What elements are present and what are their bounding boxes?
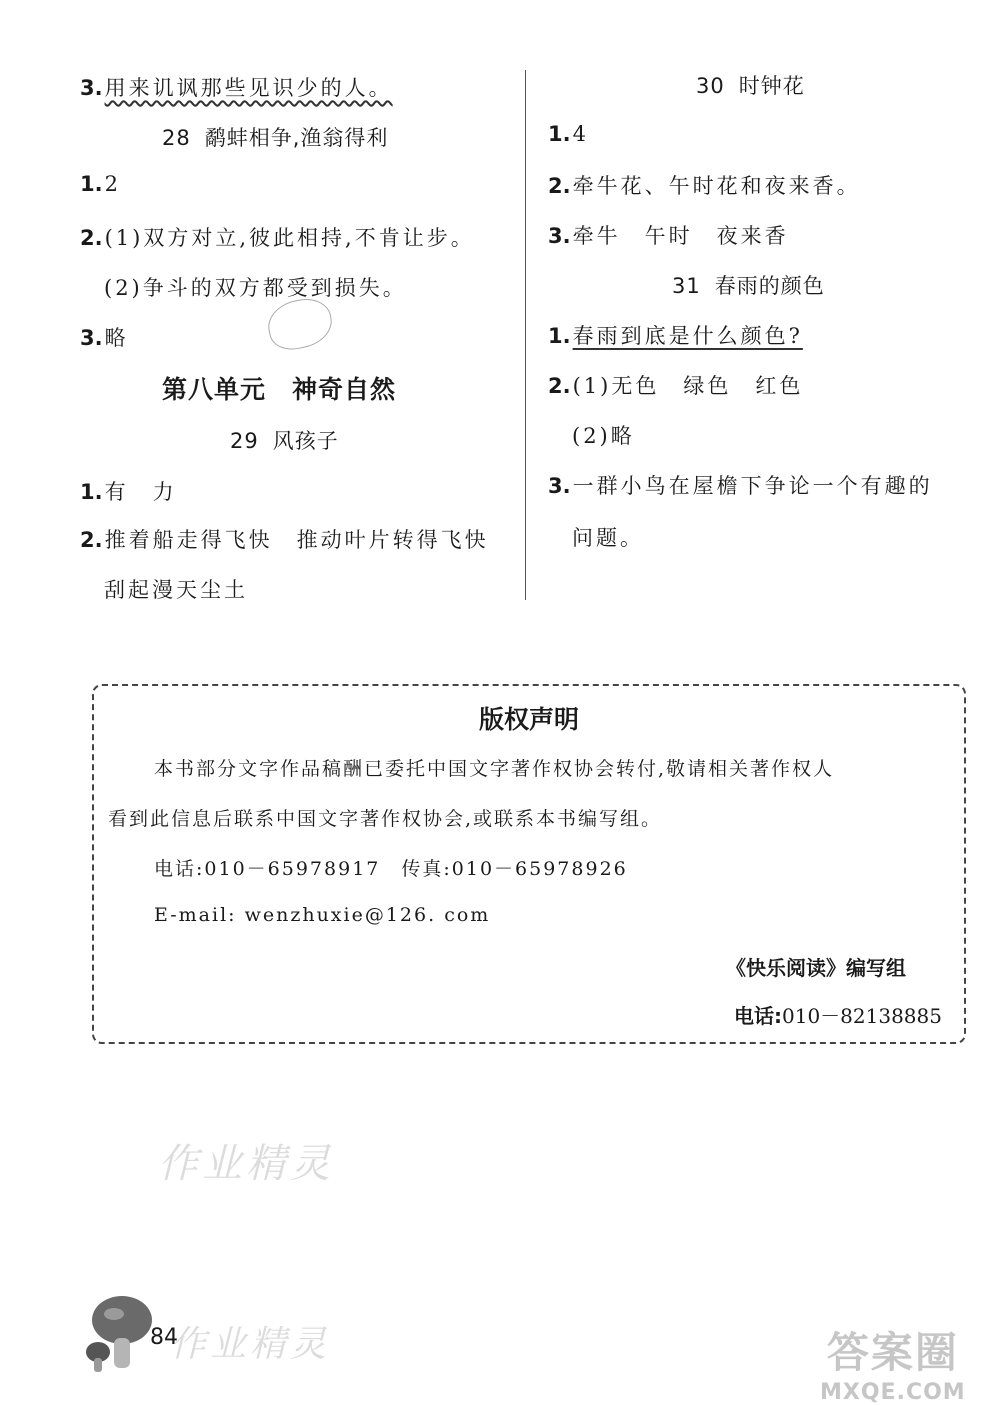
contact-email: E-mail: wenzhuxie@126. com xyxy=(154,904,491,926)
watermark-text: 作业精灵 xyxy=(170,1324,331,1365)
unit-title: 第八单元 神奇自然 xyxy=(162,375,397,404)
answer-line: 3.略 xyxy=(80,326,129,350)
section-title-29: 29 风孩子 xyxy=(230,429,339,453)
column-divider xyxy=(525,70,526,600)
answer-line: (2)略 xyxy=(572,424,635,448)
answer-line: 问题。 xyxy=(572,526,644,550)
answer-line: 3.一群小鸟在屋檐下争论一个有趣的 xyxy=(548,474,933,498)
copyright-paragraph: 看到此信息后联系中国文字著作权协会,或联系本书编写组。 xyxy=(108,808,663,830)
answer-line: 1.有 力 xyxy=(80,480,177,504)
stamp-mark xyxy=(264,294,337,354)
answer-text: 用来讥讽那些见识少的人。 xyxy=(104,76,393,100)
copyright-paragraph: 本书部分文字作品稿酬已委托中国文字著作权协会转付,敬请相关著作权人 xyxy=(154,758,835,780)
watermark-text: 作业精灵 xyxy=(158,1141,334,1187)
answer-line: 刮起漫天尘土 xyxy=(104,578,248,602)
page-number: 84 xyxy=(150,1325,178,1350)
answer-line: 2.推着船走得飞快 推动叶片转得飞快 xyxy=(80,528,489,552)
copyright-heading: 版权声明 xyxy=(478,705,579,734)
answer-line: 1.2 xyxy=(80,172,121,196)
answer-line: 2.(1)无色 绿色 红色 xyxy=(548,374,804,398)
copyright-box xyxy=(92,684,966,1044)
answer-line: (2)争斗的双方都受到损失。 xyxy=(104,276,407,300)
site-logo: 答案圈 MXQE.COM xyxy=(820,1328,966,1405)
answer-line: 2.牵牛花、午时花和夜来香。 xyxy=(548,174,861,198)
answer-line: 3.用来讥讽那些见识少的人。 xyxy=(80,76,393,100)
section-title-28: 28 鹬蚌相争,渔翁得利 xyxy=(162,126,389,150)
answer-line: 2.(1)双方对立,彼此相持,不肯让步。 xyxy=(80,226,475,250)
answer-line: 1.4 xyxy=(548,122,589,146)
section-title-31: 31 春雨的颜色 xyxy=(672,274,825,298)
answer-line: 3.牵牛 午时 夜来香 xyxy=(548,224,789,248)
section-title-30: 30 时钟花 xyxy=(696,74,805,98)
contact-phone-fax: 电话:010－65978917 传真:010－65978926 xyxy=(154,858,628,880)
mushroom-icon xyxy=(84,1290,154,1380)
editor-group: 《快乐阅读》编写组 xyxy=(726,956,906,980)
editor-phone: 电话:010－82138885 xyxy=(734,1004,942,1028)
answer-line: 1.春雨到底是什么颜色? xyxy=(548,324,803,348)
